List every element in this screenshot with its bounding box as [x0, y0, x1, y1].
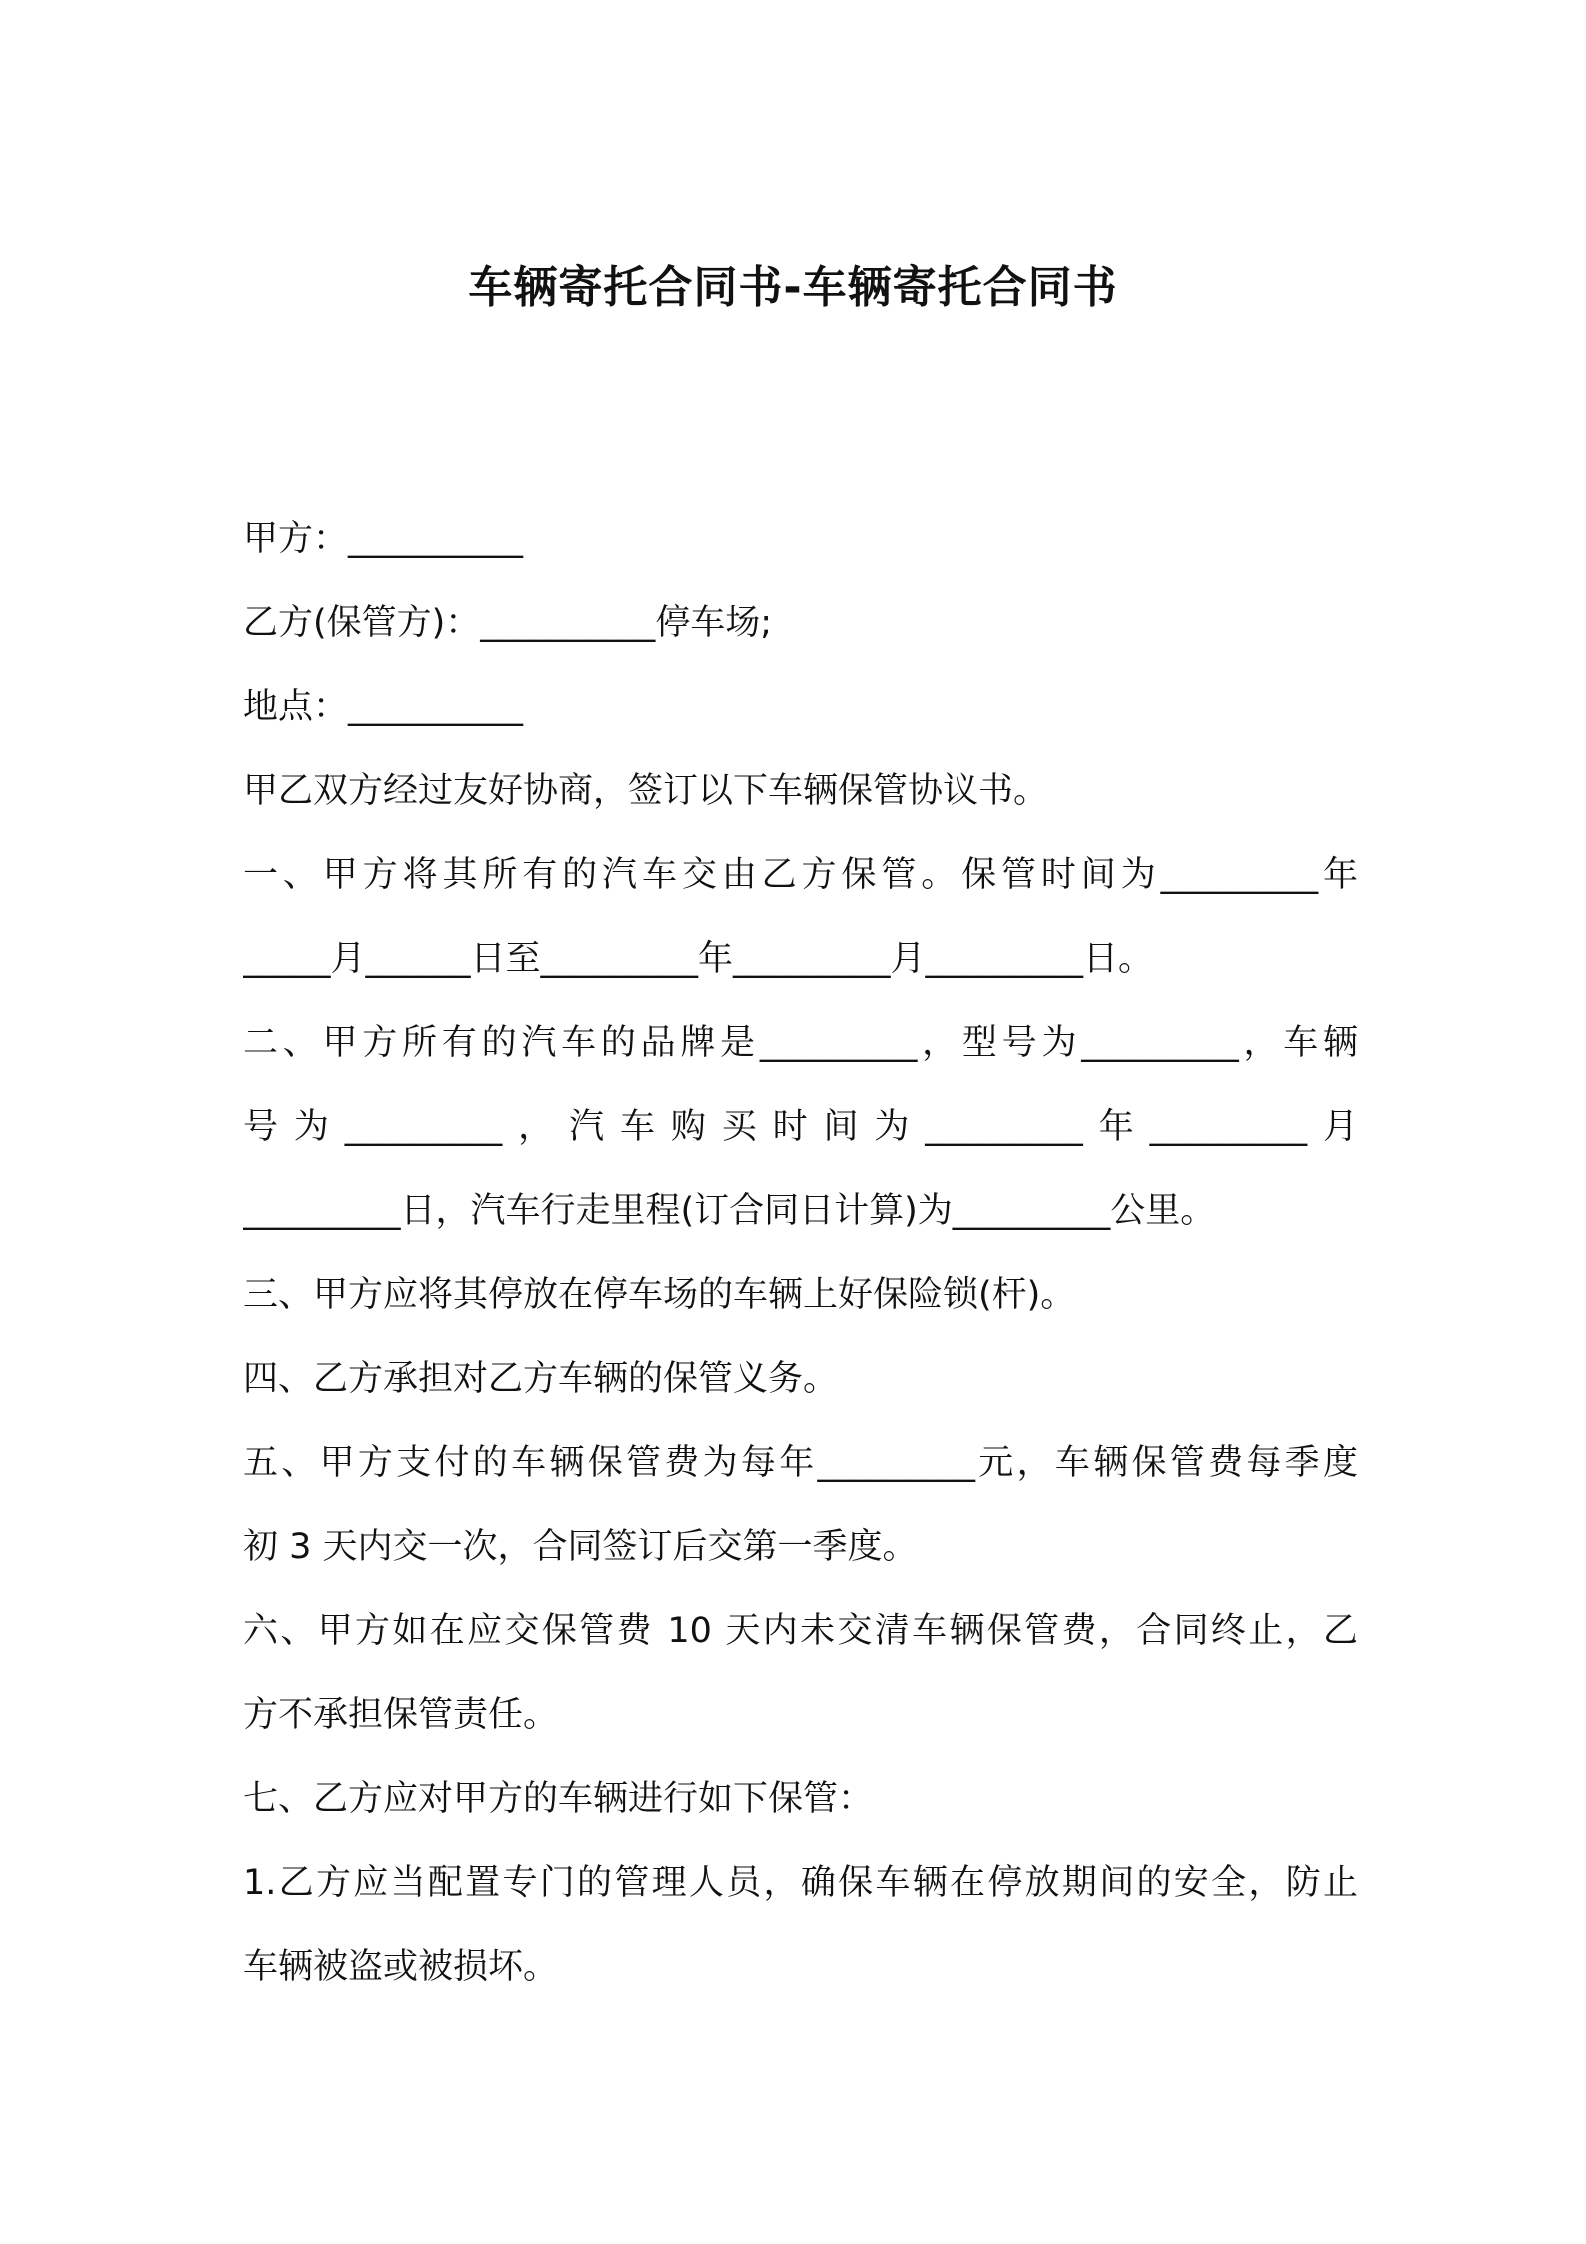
body-line: 地点：__________: [243, 687, 524, 727]
body-line: 初 3 天内交一次，合同签订后交第一季度。: [243, 1527, 918, 1567]
body-line: 方不承担保管责任。: [243, 1695, 559, 1735]
body-line: 甲乙双方经过友好协商，签订以下车辆保管协议书。: [243, 771, 1049, 811]
body-line: 甲方：__________: [243, 519, 524, 559]
body-line: 五、甲方支付的车辆保管费为每年_________元，车辆保管费每季度: [243, 1443, 1358, 1483]
body-line: _____月______日至_________年_________月_________日。: [243, 939, 1154, 979]
body-line: 1.乙方应当配置专门的管理人员，确保车辆在停放期间的安全，防止: [243, 1863, 1358, 1903]
body-line: 一、甲方将其所有的汽车交由乙方保管。保管时间为_________年: [243, 855, 1358, 895]
body-line: 乙方(保管方)：__________停车场;: [243, 603, 773, 643]
body-line: 二、甲方所有的汽车的品牌是_________，型号为_________，车辆: [243, 1023, 1358, 1063]
body-line: 号为_________，汽车购买时间为_________年_________月: [243, 1107, 1358, 1147]
document-title: 车辆寄托合同书-车辆寄托合同书: [468, 262, 1118, 313]
document-body: [243, 497, 1358, 2009]
body-line: _________日，汽车行走里程(订合同日计算)为_________公里。: [243, 1191, 1216, 1231]
body-line: 六、甲方如在应交保管费 10 天内未交清车辆保管费，合同终止，乙: [243, 1611, 1358, 1651]
body-line: 三、甲方应将其停放在停车场的车辆上好保险锁(杆)。: [243, 1275, 1076, 1315]
body-line: 七、乙方应对甲方的车辆进行如下保管：: [243, 1779, 874, 1819]
body-line: 车辆被盗或被损坏。: [243, 1947, 559, 1987]
body-line: 四、乙方承担对乙方车辆的保管义务。: [243, 1359, 839, 1399]
